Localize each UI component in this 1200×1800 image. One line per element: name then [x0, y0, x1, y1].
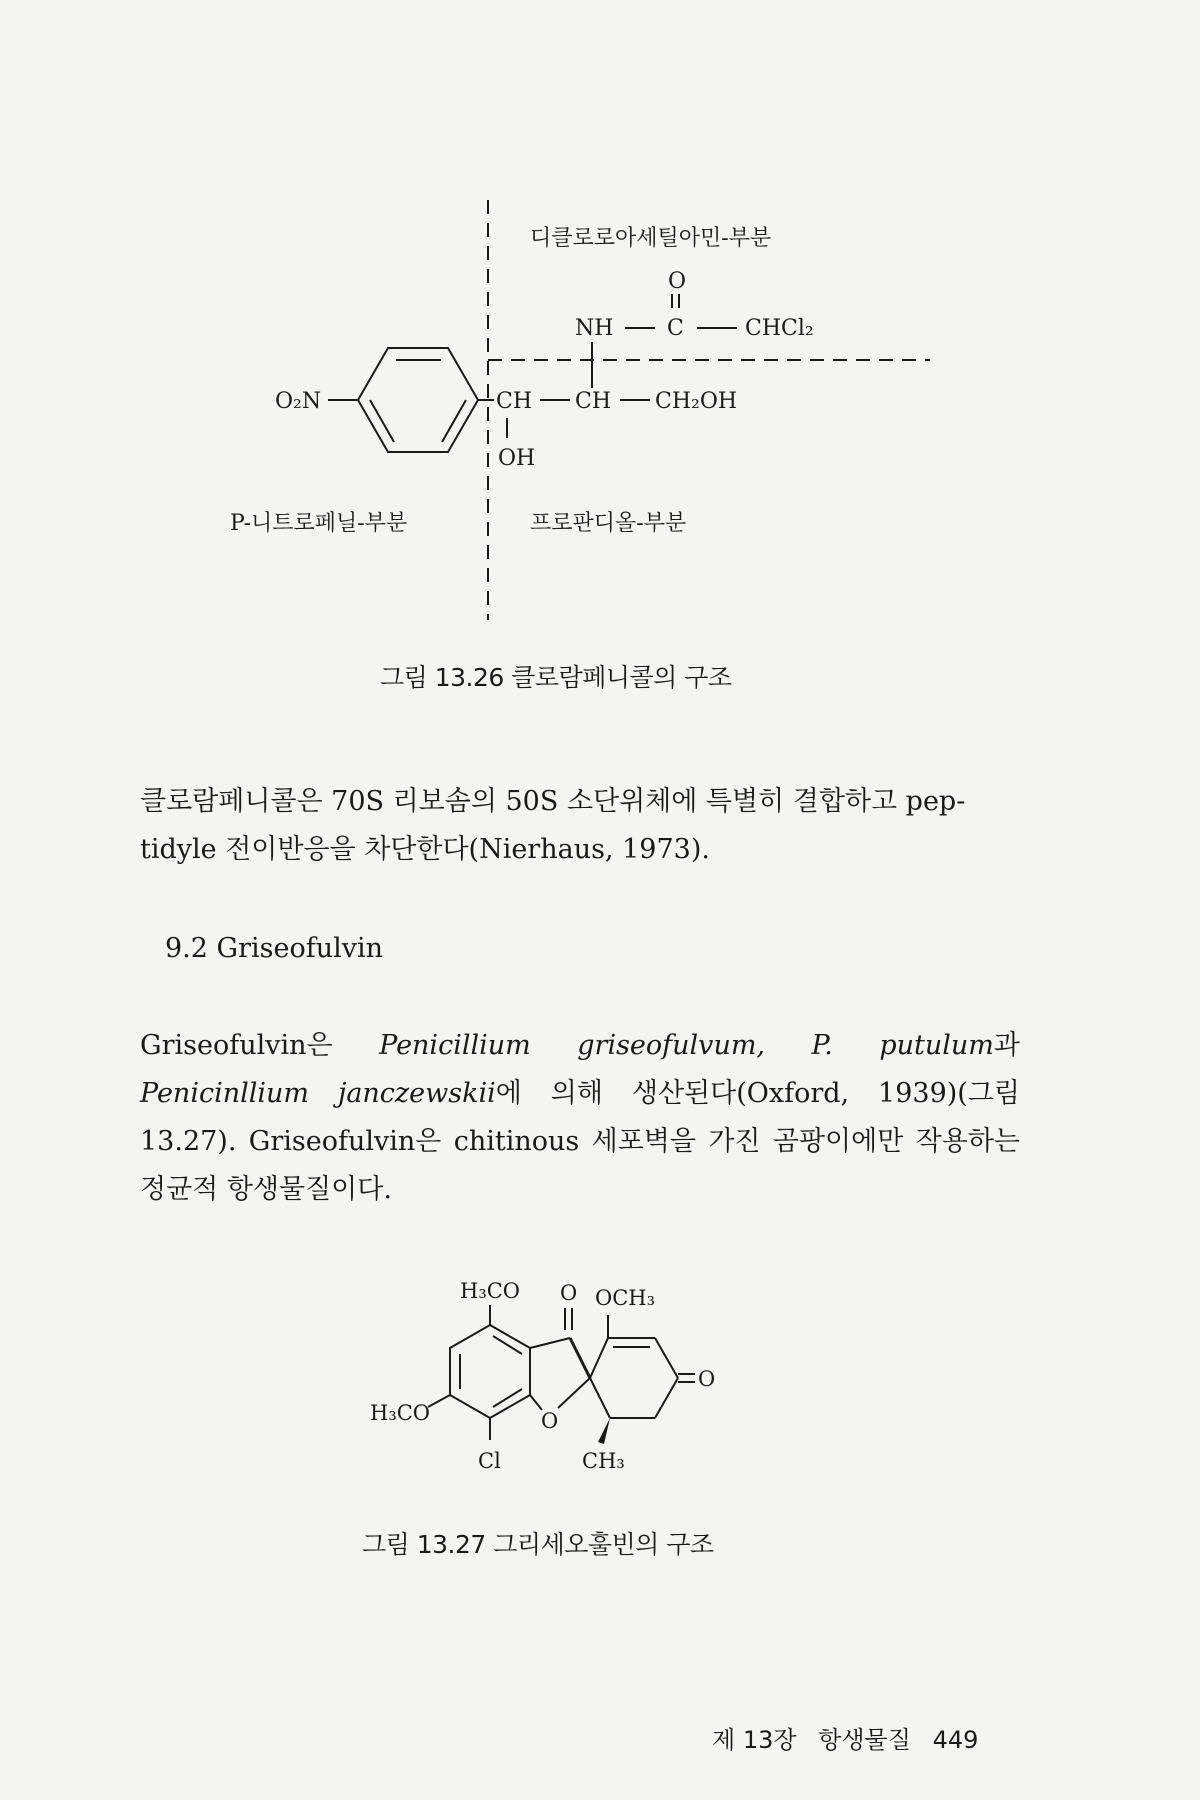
- atom-O2N: O₂N: [275, 389, 322, 414]
- species-name: Penicinllium janczewskii: [140, 1078, 496, 1109]
- atom-CH3: CH₃: [582, 1449, 625, 1473]
- figure-caption-13-26: 그림 13.26 클로람페니콜의 구조: [380, 663, 732, 692]
- atom-Cl: Cl: [478, 1449, 501, 1473]
- paragraph-chloramphenicol: [140, 778, 1020, 874]
- atom-NH: NH: [575, 316, 614, 341]
- paragraph-line: tidyle 전이반응을 차단한다(Nierhaus, 1973).: [140, 834, 710, 865]
- atom-O-ring: O: [541, 1409, 559, 1433]
- atom-CHCl2: CHCl₂: [745, 316, 814, 341]
- text-run: 과: [993, 1030, 1020, 1061]
- label-propanediol: 프로판디올-부분: [530, 511, 687, 536]
- atom-C: C: [667, 316, 684, 341]
- atom-CH-2: CH: [575, 389, 612, 414]
- aromatic-ring: [450, 1325, 530, 1418]
- paragraph-griseofulvin: [140, 1022, 1020, 1214]
- page-number: 449: [932, 1726, 979, 1754]
- atom-OH: OH: [498, 446, 536, 471]
- chapter-label: 제 13장: [712, 1726, 797, 1754]
- atom-H3CO-top: H₃CO: [460, 1279, 521, 1303]
- atom-O: O: [668, 269, 687, 294]
- text-run: 에 의해 생산된다(Oxford, 1939)(그림 13.27). Griseofulvin은 chitinous 세포벽을 가진 곰팡이에만 작용하는 정균적 항생물질이다.: [140, 1078, 1020, 1205]
- atom-O-carbonyl: O: [560, 1281, 578, 1305]
- atom-H3CO-left: H₃CO: [370, 1401, 431, 1425]
- atom-OCH3: OCH₃: [595, 1286, 656, 1310]
- page-footer: [712, 1720, 992, 1755]
- figure-caption-13-27: 그림 13.27 그리세오훌빈의 구조: [362, 1530, 714, 1559]
- label-dichloroacetylamine: 디클로로아세틸아민-부분: [530, 226, 772, 251]
- chloramphenicol-structure: [230, 190, 930, 630]
- section-heading: 9.2 Griseofulvin: [165, 933, 384, 964]
- species-names: Penicillium griseofulvum, P. putulum: [379, 1030, 994, 1061]
- text-run: Griseofulvin은: [140, 1030, 380, 1061]
- atom-CH-1: CH: [496, 389, 533, 414]
- paragraph-line: 클로람페니콜은 70S 리보솜의 50S 소단위체에 특별히 결합하고 pep-: [140, 786, 966, 817]
- griseofulvin-structure: [360, 1270, 760, 1510]
- benzene-ring: [358, 348, 478, 452]
- chapter-title: 항생물질: [818, 1726, 911, 1754]
- atom-O-ketone: O: [698, 1367, 716, 1391]
- label-nitrophenyl: P-니트로페닐-부분: [230, 511, 408, 536]
- atom-CH2OH: CH₂OH: [655, 389, 738, 414]
